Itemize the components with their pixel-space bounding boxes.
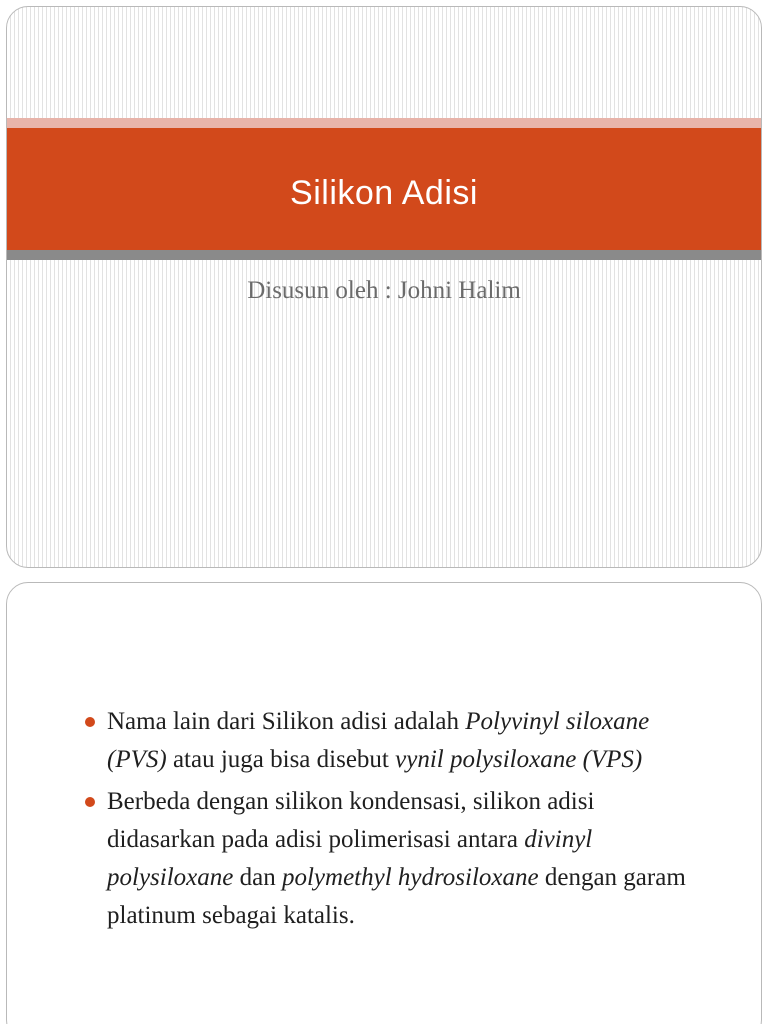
bullet-text-segment-italic: polymethyl hydrosiloxane [281, 864, 539, 891]
bullet-dot-icon [85, 717, 95, 727]
slide-title: Silikon Adisi [290, 173, 478, 212]
bullet-text-segment: dengan garam platinum sebagai katalis. [107, 864, 686, 929]
bullet-item [85, 703, 705, 779]
bullet-text-segment: atau juga bisa disebut [166, 746, 396, 773]
slide-subtitle: Disusun oleh : Johni Halim [247, 277, 521, 304]
bullet-text-segment-italic: vynil polysiloxane (VPS) [395, 746, 643, 773]
bullet-text-segment: dan [233, 864, 282, 891]
bullet-dot-icon [85, 797, 95, 807]
content-slide [6, 582, 762, 1024]
bullet-text-segment: Berbeda dengan silikon kondensasi, silikon adisi didasarkan pada adisi polimerisasi antara [107, 788, 595, 853]
title-slide [6, 6, 762, 568]
bullet-text-segment-italic: divinyl polysiloxane [107, 826, 593, 891]
title-band-bottom-stripe [7, 250, 761, 260]
bullet-list [85, 703, 705, 939]
bullet-text-segment: Nama lain dari Silikon adisi adalah [107, 708, 466, 735]
bullet-item [85, 783, 705, 935]
title-band-top-stripe [7, 118, 761, 128]
bullet-text-segment-italic: Polyvinyl siloxane (PVS) [107, 708, 650, 773]
title-band [7, 128, 761, 250]
